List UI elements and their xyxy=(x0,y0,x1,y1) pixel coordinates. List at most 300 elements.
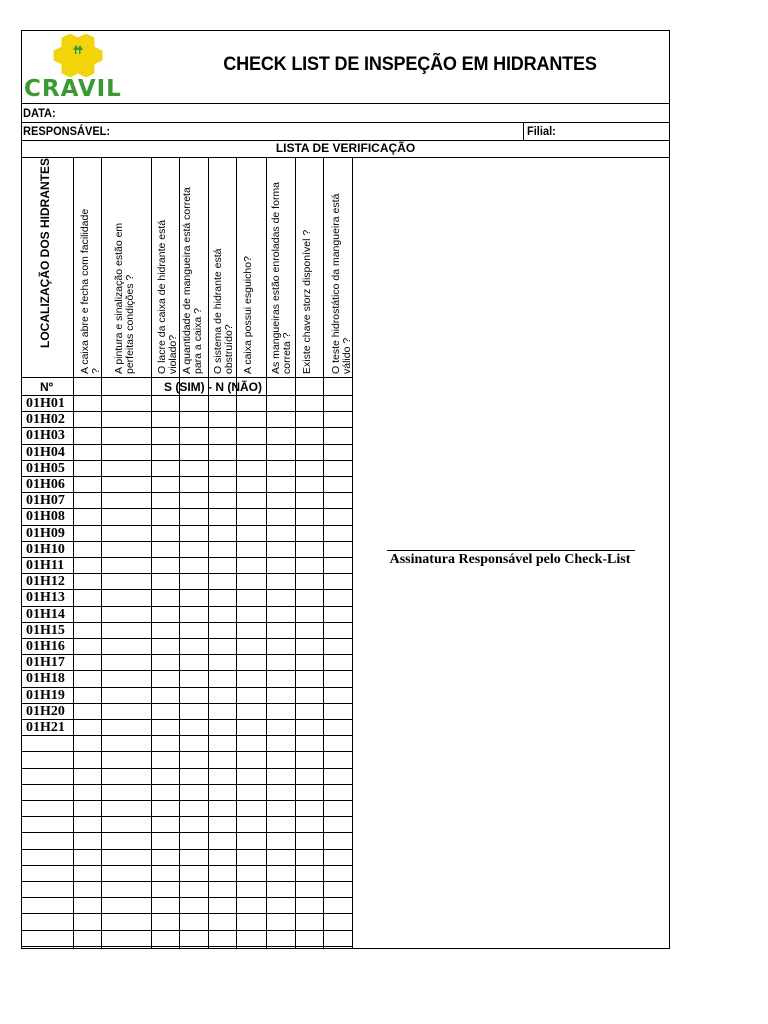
check-cell[interactable] xyxy=(152,607,179,622)
check-cell[interactable] xyxy=(324,655,352,670)
check-cell[interactable] xyxy=(209,898,236,913)
check-cell[interactable] xyxy=(180,850,208,865)
check-cell[interactable] xyxy=(102,428,151,443)
check-cell[interactable] xyxy=(152,574,179,589)
check-cell[interactable] xyxy=(237,850,266,865)
check-cell[interactable] xyxy=(209,655,236,670)
check-cell[interactable] xyxy=(74,817,101,832)
check-cell[interactable] xyxy=(74,477,101,492)
check-cell[interactable] xyxy=(267,639,295,654)
check-cell[interactable] xyxy=(209,558,236,573)
check-cell[interactable] xyxy=(74,898,101,913)
check-cell[interactable] xyxy=(324,704,352,719)
check-cell[interactable] xyxy=(267,558,295,573)
check-cell[interactable] xyxy=(74,493,101,508)
check-cell[interactable] xyxy=(152,671,179,686)
check-cell[interactable] xyxy=(237,866,266,881)
check-cell[interactable] xyxy=(296,558,323,573)
check-cell[interactable] xyxy=(237,817,266,832)
check-cell[interactable] xyxy=(267,477,295,492)
check-cell[interactable] xyxy=(74,574,101,589)
check-cell[interactable] xyxy=(152,752,179,767)
check-cell[interactable] xyxy=(267,607,295,622)
check-cell[interactable] xyxy=(180,526,208,541)
check-cell[interactable] xyxy=(209,833,236,848)
check-cell[interactable] xyxy=(237,623,266,638)
check-cell[interactable] xyxy=(74,655,101,670)
check-cell[interactable] xyxy=(152,396,179,411)
check-cell[interactable] xyxy=(74,801,101,816)
check-cell[interactable] xyxy=(102,396,151,411)
check-cell[interactable] xyxy=(237,493,266,508)
check-cell[interactable] xyxy=(102,882,151,897)
check-cell[interactable] xyxy=(180,574,208,589)
check-cell[interactable] xyxy=(180,639,208,654)
check-cell[interactable] xyxy=(267,542,295,557)
check-cell[interactable] xyxy=(152,526,179,541)
check-cell[interactable] xyxy=(209,509,236,524)
check-cell[interactable] xyxy=(296,882,323,897)
check-cell[interactable] xyxy=(152,493,179,508)
check-cell[interactable] xyxy=(152,590,179,605)
check-cell[interactable] xyxy=(102,639,151,654)
check-cell[interactable] xyxy=(74,428,101,443)
check-cell[interactable] xyxy=(237,655,266,670)
check-cell[interactable] xyxy=(296,833,323,848)
check-cell[interactable] xyxy=(180,412,208,427)
check-cell[interactable] xyxy=(237,736,266,751)
check-cell[interactable] xyxy=(296,898,323,913)
check-cell[interactable] xyxy=(102,509,151,524)
check-cell[interactable] xyxy=(267,590,295,605)
check-cell[interactable] xyxy=(102,574,151,589)
check-cell[interactable] xyxy=(180,898,208,913)
check-cell[interactable] xyxy=(152,931,179,946)
check-cell[interactable] xyxy=(102,785,151,800)
check-cell[interactable] xyxy=(102,607,151,622)
check-cell[interactable] xyxy=(102,671,151,686)
check-cell[interactable] xyxy=(296,623,323,638)
check-cell[interactable] xyxy=(74,623,101,638)
check-cell[interactable] xyxy=(74,833,101,848)
check-cell[interactable] xyxy=(102,688,151,703)
check-cell[interactable] xyxy=(180,671,208,686)
check-cell[interactable] xyxy=(209,542,236,557)
check-cell[interactable] xyxy=(74,866,101,881)
check-cell[interactable] xyxy=(180,914,208,929)
check-cell[interactable] xyxy=(209,445,236,460)
check-cell[interactable] xyxy=(237,607,266,622)
check-cell[interactable] xyxy=(102,720,151,735)
check-cell[interactable] xyxy=(237,704,266,719)
check-cell[interactable] xyxy=(180,752,208,767)
check-cell[interactable] xyxy=(296,477,323,492)
check-cell[interactable] xyxy=(324,428,352,443)
check-cell[interactable] xyxy=(296,817,323,832)
check-cell[interactable] xyxy=(152,769,179,784)
check-cell[interactable] xyxy=(102,801,151,816)
check-cell[interactable] xyxy=(324,509,352,524)
check-cell[interactable] xyxy=(324,833,352,848)
check-cell[interactable] xyxy=(152,833,179,848)
check-cell[interactable] xyxy=(209,882,236,897)
check-cell[interactable] xyxy=(296,428,323,443)
check-cell[interactable] xyxy=(267,898,295,913)
check-cell[interactable] xyxy=(180,558,208,573)
check-cell[interactable] xyxy=(267,428,295,443)
check-cell[interactable] xyxy=(324,850,352,865)
check-cell[interactable] xyxy=(180,623,208,638)
check-cell[interactable] xyxy=(209,477,236,492)
check-cell[interactable] xyxy=(209,801,236,816)
check-cell[interactable] xyxy=(74,396,101,411)
check-cell[interactable] xyxy=(180,607,208,622)
check-cell[interactable] xyxy=(267,623,295,638)
check-cell[interactable] xyxy=(74,752,101,767)
check-cell[interactable] xyxy=(102,526,151,541)
check-cell[interactable] xyxy=(296,461,323,476)
check-cell[interactable] xyxy=(209,623,236,638)
check-cell[interactable] xyxy=(152,623,179,638)
check-cell[interactable] xyxy=(296,445,323,460)
check-cell[interactable] xyxy=(74,445,101,460)
check-cell[interactable] xyxy=(180,769,208,784)
check-cell[interactable] xyxy=(237,801,266,816)
check-cell[interactable] xyxy=(237,752,266,767)
check-cell[interactable] xyxy=(102,866,151,881)
check-cell[interactable] xyxy=(152,882,179,897)
check-cell[interactable] xyxy=(267,493,295,508)
check-cell[interactable] xyxy=(296,526,323,541)
check-cell[interactable] xyxy=(74,882,101,897)
check-cell[interactable] xyxy=(152,558,179,573)
check-cell[interactable] xyxy=(74,542,101,557)
check-cell[interactable] xyxy=(102,914,151,929)
check-cell[interactable] xyxy=(296,752,323,767)
check-cell[interactable] xyxy=(296,931,323,946)
check-cell[interactable] xyxy=(237,720,266,735)
check-cell[interactable] xyxy=(102,769,151,784)
check-cell[interactable] xyxy=(102,412,151,427)
check-cell[interactable] xyxy=(296,720,323,735)
check-cell[interactable] xyxy=(237,639,266,654)
check-cell[interactable] xyxy=(209,396,236,411)
check-cell[interactable] xyxy=(180,396,208,411)
check-cell[interactable] xyxy=(74,704,101,719)
check-cell[interactable] xyxy=(237,671,266,686)
check-cell[interactable] xyxy=(152,736,179,751)
check-cell[interactable] xyxy=(296,493,323,508)
check-cell[interactable] xyxy=(102,817,151,832)
check-cell[interactable] xyxy=(237,428,266,443)
check-cell[interactable] xyxy=(209,493,236,508)
check-cell[interactable] xyxy=(237,509,266,524)
check-cell[interactable] xyxy=(102,461,151,476)
check-cell[interactable] xyxy=(296,850,323,865)
check-cell[interactable] xyxy=(180,493,208,508)
check-cell[interactable] xyxy=(102,558,151,573)
check-cell[interactable] xyxy=(209,412,236,427)
check-cell[interactable] xyxy=(237,931,266,946)
check-cell[interactable] xyxy=(267,801,295,816)
check-cell[interactable] xyxy=(74,688,101,703)
check-cell[interactable] xyxy=(74,769,101,784)
check-cell[interactable] xyxy=(267,769,295,784)
check-cell[interactable] xyxy=(267,671,295,686)
check-cell[interactable] xyxy=(180,931,208,946)
check-cell[interactable] xyxy=(102,898,151,913)
check-cell[interactable] xyxy=(324,752,352,767)
check-cell[interactable] xyxy=(267,720,295,735)
check-cell[interactable] xyxy=(180,509,208,524)
check-cell[interactable] xyxy=(324,445,352,460)
check-cell[interactable] xyxy=(324,461,352,476)
check-cell[interactable] xyxy=(180,445,208,460)
check-cell[interactable] xyxy=(209,428,236,443)
check-cell[interactable] xyxy=(237,882,266,897)
check-cell[interactable] xyxy=(324,558,352,573)
check-cell[interactable] xyxy=(324,914,352,929)
check-cell[interactable] xyxy=(152,445,179,460)
check-cell[interactable] xyxy=(267,817,295,832)
check-cell[interactable] xyxy=(324,769,352,784)
check-cell[interactable] xyxy=(296,639,323,654)
check-cell[interactable] xyxy=(209,639,236,654)
check-cell[interactable] xyxy=(237,688,266,703)
check-cell[interactable] xyxy=(152,461,179,476)
check-cell[interactable] xyxy=(324,590,352,605)
check-cell[interactable] xyxy=(102,736,151,751)
check-cell[interactable] xyxy=(267,461,295,476)
check-cell[interactable] xyxy=(296,671,323,686)
check-cell[interactable] xyxy=(324,526,352,541)
check-cell[interactable] xyxy=(152,785,179,800)
check-cell[interactable] xyxy=(267,704,295,719)
check-cell[interactable] xyxy=(296,914,323,929)
check-cell[interactable] xyxy=(74,914,101,929)
check-cell[interactable] xyxy=(74,720,101,735)
check-cell[interactable] xyxy=(267,396,295,411)
check-cell[interactable] xyxy=(267,688,295,703)
check-cell[interactable] xyxy=(267,574,295,589)
check-cell[interactable] xyxy=(102,542,151,557)
check-cell[interactable] xyxy=(324,493,352,508)
check-cell[interactable] xyxy=(237,590,266,605)
check-cell[interactable] xyxy=(74,671,101,686)
check-cell[interactable] xyxy=(324,736,352,751)
check-cell[interactable] xyxy=(296,736,323,751)
check-cell[interactable] xyxy=(296,801,323,816)
check-cell[interactable] xyxy=(324,720,352,735)
check-cell[interactable] xyxy=(180,801,208,816)
check-cell[interactable] xyxy=(209,931,236,946)
check-cell[interactable] xyxy=(102,655,151,670)
check-cell[interactable] xyxy=(209,866,236,881)
check-cell[interactable] xyxy=(74,461,101,476)
check-cell[interactable] xyxy=(102,477,151,492)
check-cell[interactable] xyxy=(180,590,208,605)
check-cell[interactable] xyxy=(237,412,266,427)
check-cell[interactable] xyxy=(180,882,208,897)
check-cell[interactable] xyxy=(74,558,101,573)
check-cell[interactable] xyxy=(180,817,208,832)
check-cell[interactable] xyxy=(180,720,208,735)
check-cell[interactable] xyxy=(324,542,352,557)
check-cell[interactable] xyxy=(324,688,352,703)
check-cell[interactable] xyxy=(267,736,295,751)
check-cell[interactable] xyxy=(152,866,179,881)
check-cell[interactable] xyxy=(324,785,352,800)
check-cell[interactable] xyxy=(209,769,236,784)
check-cell[interactable] xyxy=(267,785,295,800)
check-cell[interactable] xyxy=(296,509,323,524)
check-cell[interactable] xyxy=(267,866,295,881)
check-cell[interactable] xyxy=(180,461,208,476)
check-cell[interactable] xyxy=(267,850,295,865)
check-cell[interactable] xyxy=(152,801,179,816)
check-cell[interactable] xyxy=(267,914,295,929)
check-cell[interactable] xyxy=(209,914,236,929)
check-cell[interactable] xyxy=(152,720,179,735)
check-cell[interactable] xyxy=(296,542,323,557)
check-cell[interactable] xyxy=(324,574,352,589)
check-cell[interactable] xyxy=(152,817,179,832)
check-cell[interactable] xyxy=(209,526,236,541)
check-cell[interactable] xyxy=(180,866,208,881)
check-cell[interactable] xyxy=(209,574,236,589)
check-cell[interactable] xyxy=(296,688,323,703)
check-cell[interactable] xyxy=(102,752,151,767)
check-cell[interactable] xyxy=(296,590,323,605)
check-cell[interactable] xyxy=(152,704,179,719)
check-cell[interactable] xyxy=(152,428,179,443)
check-cell[interactable] xyxy=(74,736,101,751)
check-cell[interactable] xyxy=(237,574,266,589)
check-cell[interactable] xyxy=(74,509,101,524)
check-cell[interactable] xyxy=(209,671,236,686)
check-cell[interactable] xyxy=(296,866,323,881)
check-cell[interactable] xyxy=(324,477,352,492)
check-cell[interactable] xyxy=(267,882,295,897)
check-cell[interactable] xyxy=(324,671,352,686)
check-cell[interactable] xyxy=(324,882,352,897)
check-cell[interactable] xyxy=(209,752,236,767)
check-cell[interactable] xyxy=(152,477,179,492)
check-cell[interactable] xyxy=(102,704,151,719)
check-cell[interactable] xyxy=(324,396,352,411)
check-cell[interactable] xyxy=(152,655,179,670)
check-cell[interactable] xyxy=(209,688,236,703)
check-cell[interactable] xyxy=(74,850,101,865)
check-cell[interactable] xyxy=(74,607,101,622)
check-cell[interactable] xyxy=(237,914,266,929)
check-cell[interactable] xyxy=(296,412,323,427)
check-cell[interactable] xyxy=(267,931,295,946)
check-cell[interactable] xyxy=(180,655,208,670)
check-cell[interactable] xyxy=(152,914,179,929)
check-cell[interactable] xyxy=(296,396,323,411)
check-cell[interactable] xyxy=(180,704,208,719)
check-cell[interactable] xyxy=(102,833,151,848)
check-cell[interactable] xyxy=(324,817,352,832)
check-cell[interactable] xyxy=(324,639,352,654)
check-cell[interactable] xyxy=(237,558,266,573)
check-cell[interactable] xyxy=(74,639,101,654)
check-cell[interactable] xyxy=(74,526,101,541)
check-cell[interactable] xyxy=(209,704,236,719)
check-cell[interactable] xyxy=(152,509,179,524)
check-cell[interactable] xyxy=(209,720,236,735)
check-cell[interactable] xyxy=(267,445,295,460)
check-cell[interactable] xyxy=(209,850,236,865)
check-cell[interactable] xyxy=(237,769,266,784)
check-cell[interactable] xyxy=(180,688,208,703)
check-cell[interactable] xyxy=(296,607,323,622)
check-cell[interactable] xyxy=(209,817,236,832)
check-cell[interactable] xyxy=(209,736,236,751)
check-cell[interactable] xyxy=(267,833,295,848)
check-cell[interactable] xyxy=(324,898,352,913)
check-cell[interactable] xyxy=(74,785,101,800)
check-cell[interactable] xyxy=(237,542,266,557)
check-cell[interactable] xyxy=(237,898,266,913)
check-cell[interactable] xyxy=(267,509,295,524)
check-cell[interactable] xyxy=(324,931,352,946)
check-cell[interactable] xyxy=(180,736,208,751)
check-cell[interactable] xyxy=(237,785,266,800)
check-cell[interactable] xyxy=(237,477,266,492)
check-cell[interactable] xyxy=(74,590,101,605)
check-cell[interactable] xyxy=(237,833,266,848)
check-cell[interactable] xyxy=(324,607,352,622)
check-cell[interactable] xyxy=(102,493,151,508)
check-cell[interactable] xyxy=(267,526,295,541)
check-cell[interactable] xyxy=(74,412,101,427)
check-cell[interactable] xyxy=(296,655,323,670)
check-cell[interactable] xyxy=(296,785,323,800)
check-cell[interactable] xyxy=(152,412,179,427)
check-cell[interactable] xyxy=(102,590,151,605)
check-cell[interactable] xyxy=(237,396,266,411)
check-cell[interactable] xyxy=(102,623,151,638)
check-cell[interactable] xyxy=(180,785,208,800)
check-cell[interactable] xyxy=(237,526,266,541)
check-cell[interactable] xyxy=(209,785,236,800)
check-cell[interactable] xyxy=(267,752,295,767)
check-cell[interactable] xyxy=(152,639,179,654)
check-cell[interactable] xyxy=(152,542,179,557)
check-cell[interactable] xyxy=(102,445,151,460)
check-cell[interactable] xyxy=(180,833,208,848)
check-cell[interactable] xyxy=(152,898,179,913)
check-cell[interactable] xyxy=(180,428,208,443)
check-cell[interactable] xyxy=(267,412,295,427)
check-cell[interactable] xyxy=(180,542,208,557)
check-cell[interactable] xyxy=(180,477,208,492)
check-cell[interactable] xyxy=(324,412,352,427)
check-cell[interactable] xyxy=(296,704,323,719)
check-cell[interactable] xyxy=(209,607,236,622)
check-cell[interactable] xyxy=(237,461,266,476)
check-cell[interactable] xyxy=(102,931,151,946)
check-cell[interactable] xyxy=(209,461,236,476)
check-cell[interactable] xyxy=(324,623,352,638)
check-cell[interactable] xyxy=(324,866,352,881)
check-cell[interactable] xyxy=(152,850,179,865)
check-cell[interactable] xyxy=(74,931,101,946)
check-cell[interactable] xyxy=(102,850,151,865)
check-cell[interactable] xyxy=(209,590,236,605)
